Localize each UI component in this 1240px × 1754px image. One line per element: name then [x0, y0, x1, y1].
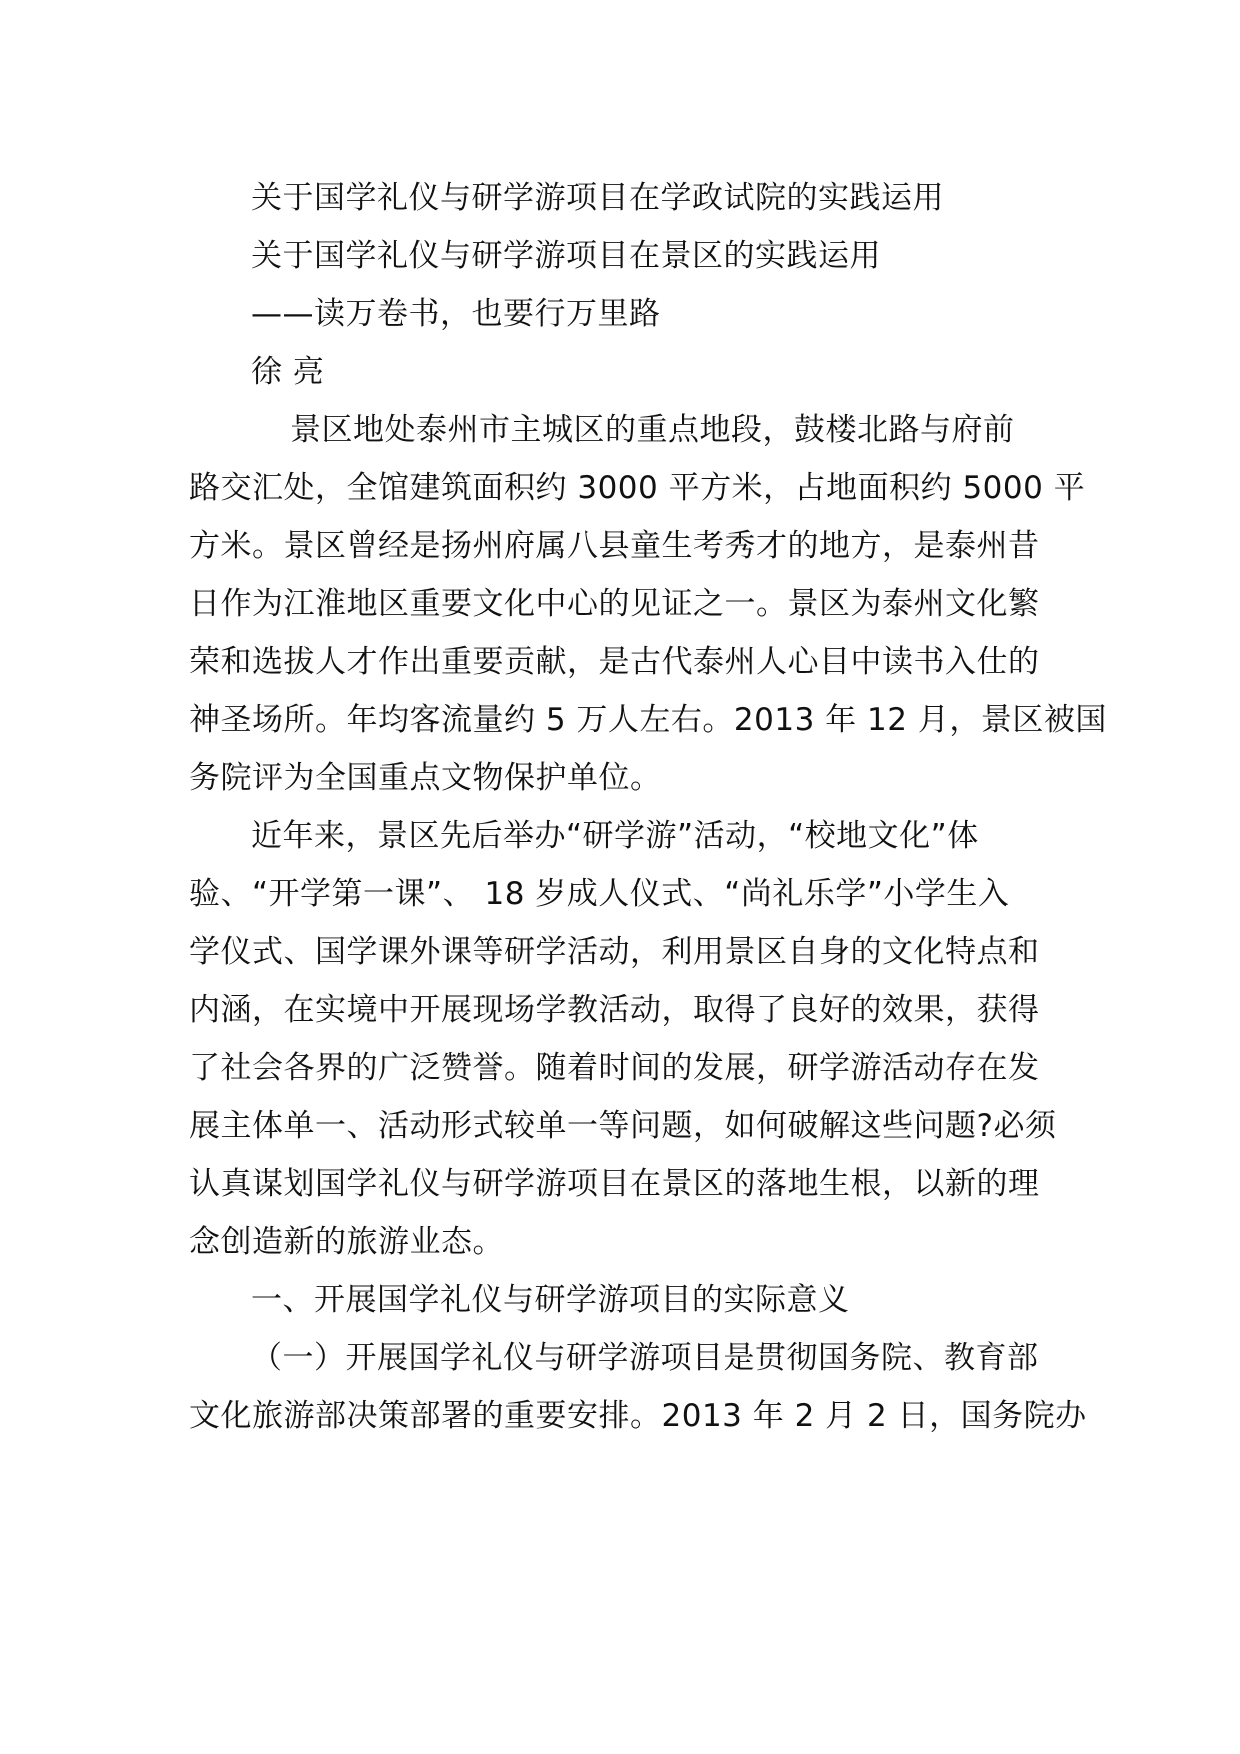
paragraph-line: 日作为江淮地区重要文化中心的见证之一。景区为泰州文化繁 [189, 586, 1040, 622]
paragraph-line: 念创造新的旅游业态。 [189, 1224, 504, 1260]
section-heading: 一、开展国学礼仪与研学游项目的实际意义 [251, 1282, 850, 1318]
paragraph-line: 荣和选拔人才作出重要贡献，是古代泰州人心目中读书入仕的 [189, 644, 1040, 680]
paragraph-line: 务院评为全国重点文物保护单位。 [189, 760, 662, 796]
document-author: 徐 亮 [251, 354, 325, 390]
paragraph-line: 景区地处泰州市主城区的重点地段，鼓楼北路与府前 [290, 412, 1015, 448]
paragraph-line: 近年来，景区先后举办“研学游”活动，“校地文化”体 [251, 818, 979, 854]
paragraph-line: 展主体单一、活动形式较单一等问题，如何破解这些问题?必须 [189, 1108, 1057, 1144]
paragraph-line: 方米。景区曾经是扬州府属八县童生考秀才的地方，是泰州昔 [189, 528, 1040, 564]
paragraph-line: 验、“开学第一课”、 18 岁成人仪式、“尚礼乐学”小学生入 [189, 876, 1010, 912]
document-title-1: 关于国学礼仪与研学游项目在学政试院的实践运用 [251, 180, 944, 216]
paragraph-line: 文化旅游部决策部署的重要安排。2013 年 2 月 2 日，国务院办 [189, 1398, 1087, 1434]
paragraph-line: （一）开展国学礼仪与研学游项目是贯彻国务院、教育部 [251, 1340, 1039, 1376]
paragraph-line: 神圣场所。年均客流量约 5 万人左右。2013 年 12 月，景区被国 [189, 702, 1107, 738]
paragraph-line: 路交汇处，全馆建筑面积约 3000 平方米，占地面积约 5000 平 [189, 470, 1086, 506]
document-subtitle: ——读万卷书，也要行万里路 [251, 296, 661, 332]
paragraph-line: 了社会各界的广泛赞誉。随着时间的发展，研学游活动存在发 [189, 1050, 1040, 1086]
paragraph-line: 学仪式、国学课外课等研学活动，利用景区自身的文化特点和 [189, 934, 1040, 970]
paragraph-line: 认真谋划国学礼仪与研学游项目在景区的落地生根，以新的理 [189, 1166, 1040, 1202]
paragraph-line: 内涵，在实境中开展现场学教活动，取得了良好的效果，获得 [189, 992, 1040, 1028]
document-title-2: 关于国学礼仪与研学游项目在景区的实践运用 [251, 238, 881, 274]
